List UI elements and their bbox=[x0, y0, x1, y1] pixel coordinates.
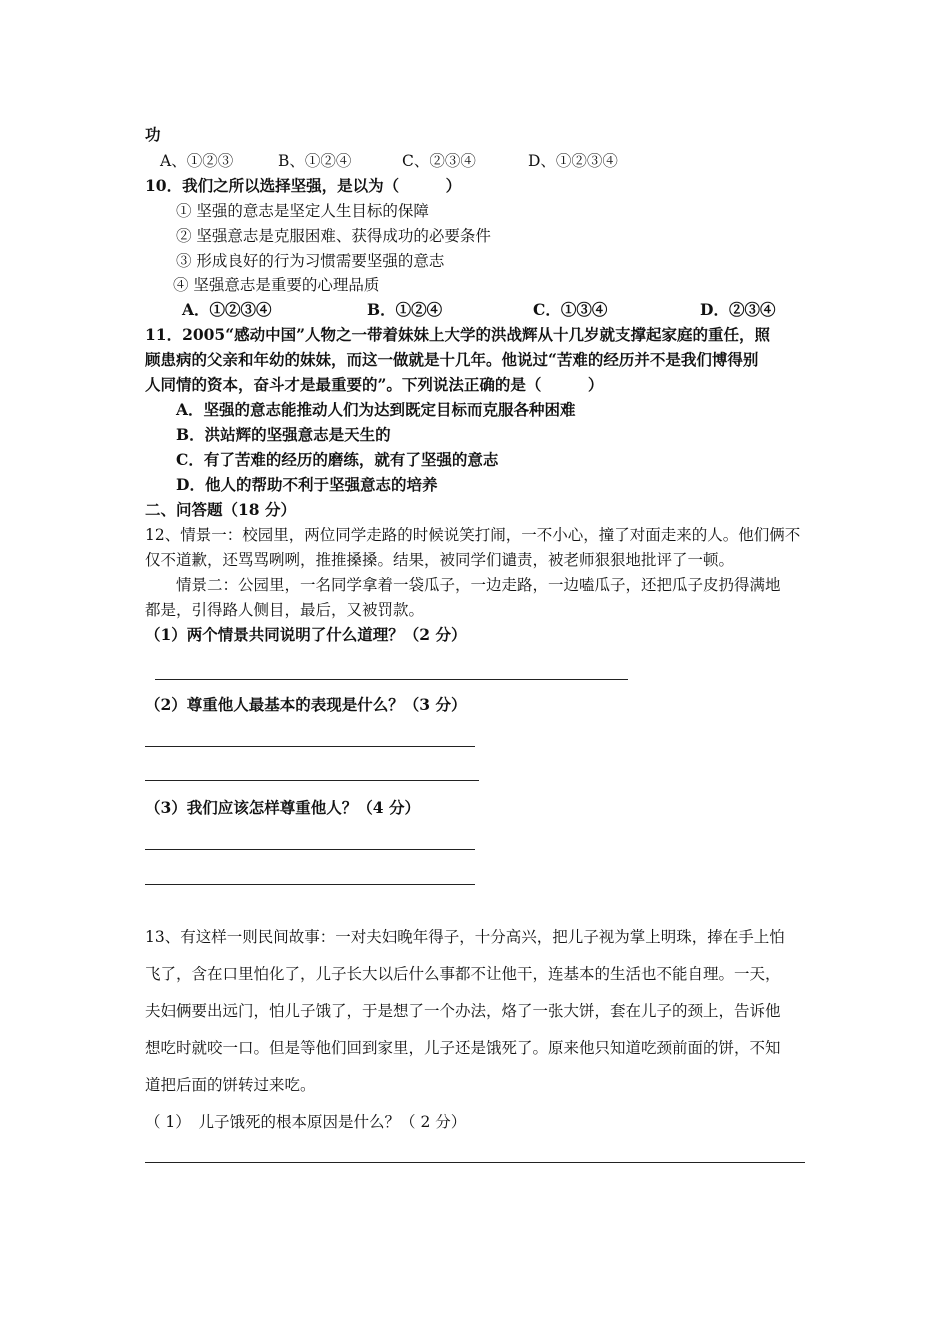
q12-scene-line-4: 都是，引得路人侧目，最后，又被罚款。 bbox=[145, 601, 425, 619]
q11-line-2: 顾患病的父亲和年幼的妹妹，而这一做就是十几年。他说过“苦难的经历并不是我们博得别 bbox=[145, 350, 759, 369]
q11-option-a: A．坚强的意志能推动人们为达到既定目标而克服各种困难 bbox=[176, 400, 576, 419]
q13-line-3: 夫妇俩要出远门，怕儿子饿了，于是想了一个办法，烙了一张大饼，套在儿子的颈上，告诉他 bbox=[145, 1002, 781, 1020]
q10-item-4: ④ 坚强意志是重要的心理品质 bbox=[173, 276, 380, 294]
answer-line[interactable] bbox=[145, 884, 475, 885]
q10-item-1: ① 坚强的意志是坚定人生目标的保障 bbox=[176, 202, 429, 220]
answer-line[interactable] bbox=[155, 679, 628, 680]
q9-option-a: A、①②③ bbox=[160, 152, 234, 170]
answer-line[interactable] bbox=[145, 1162, 805, 1163]
q11-option-d: D．他人的帮助不利于坚强意志的培养 bbox=[176, 475, 438, 494]
q10-option-b: B．①②④ bbox=[367, 300, 443, 319]
q9-option-b: B、①②④ bbox=[278, 152, 352, 170]
q9-option-c: C、②③④ bbox=[402, 152, 476, 170]
q10-option-d: D．②③④ bbox=[700, 300, 776, 319]
q11-option-c: C．有了苦难的经历的磨练，就有了坚强的意志 bbox=[176, 450, 499, 469]
q10-stem: 10．我们之所以选择坚强，是以为（ ） bbox=[145, 176, 462, 195]
q10-item-3: ③ 形成良好的行为习惯需要坚强的意志 bbox=[176, 252, 445, 270]
q12-sub-3: （3）我们应该怎样尊重他人？（4 分） bbox=[145, 798, 420, 817]
answer-line[interactable] bbox=[145, 849, 475, 850]
q13-line-5: 道把后面的饼转过来吃。 bbox=[145, 1076, 316, 1094]
q11-line-3: 人同情的资本，奋斗才是最重要的”。下列说法正确的是（ ） bbox=[145, 375, 604, 394]
answer-line[interactable] bbox=[145, 780, 479, 781]
answer-line[interactable] bbox=[145, 746, 475, 747]
q11-line-1: 11．2005“感动中国”人物之一带着妹妹上大学的洪战辉从十几岁就支撑起家庭的重任，照 bbox=[145, 325, 771, 344]
q13-sub-1: （ 1） 儿子饿死的根本原因是什么？（ 2 分） bbox=[145, 1113, 467, 1131]
section-2-title: 二、问答题（18 分） bbox=[145, 500, 296, 519]
q11-option-b: B．洪站辉的坚强意志是天生的 bbox=[176, 425, 391, 444]
q9-tail: 功 bbox=[145, 125, 161, 144]
q12-sub-2: （2）尊重他人最基本的表现是什么？（3 分） bbox=[145, 695, 467, 714]
q9-option-d: D、①②③④ bbox=[528, 152, 618, 170]
q13-line-2: 飞了，含在口里怕化了，儿子长大以后什么事都不让他干，连基本的生活也不能自理。一天， bbox=[145, 965, 781, 983]
q10-option-a: A．①②③④ bbox=[182, 300, 272, 319]
q13-line-4: 想吃时就咬一口。但是等他们回到家里，儿子还是饿死了。原来他只知道吃颈前面的饼，不知 bbox=[145, 1039, 781, 1057]
q12-scene-line-2: 仅不道歉，还骂骂咧咧，推推搡搡。结果，被同学们谴责，被老师狠狠地批评了一顿。 bbox=[145, 551, 735, 569]
q12-scene-line-3: 情景二：公园里，一名同学拿着一袋瓜子，一边走路，一边嗑瓜子，还把瓜子皮扔得满地 bbox=[145, 576, 781, 594]
q10-option-c: C．①③④ bbox=[533, 300, 608, 319]
q10-item-2: ② 坚强意志是克服困难、获得成功的必要条件 bbox=[176, 227, 491, 245]
q13-line-1: 13、有这样一则民间故事：一对夫妇晚年得子，十分高兴，把儿子视为掌上明珠，捧在手上怕 bbox=[145, 928, 785, 946]
q12-sub-1: （1）两个情景共同说明了什么道理？（2 分） bbox=[145, 625, 467, 644]
q12-scene-line-1: 12、情景一：校园里，两位同学走路的时候说笑打闹，一不小心，撞了对面走来的人。他们俩不 bbox=[145, 526, 801, 544]
